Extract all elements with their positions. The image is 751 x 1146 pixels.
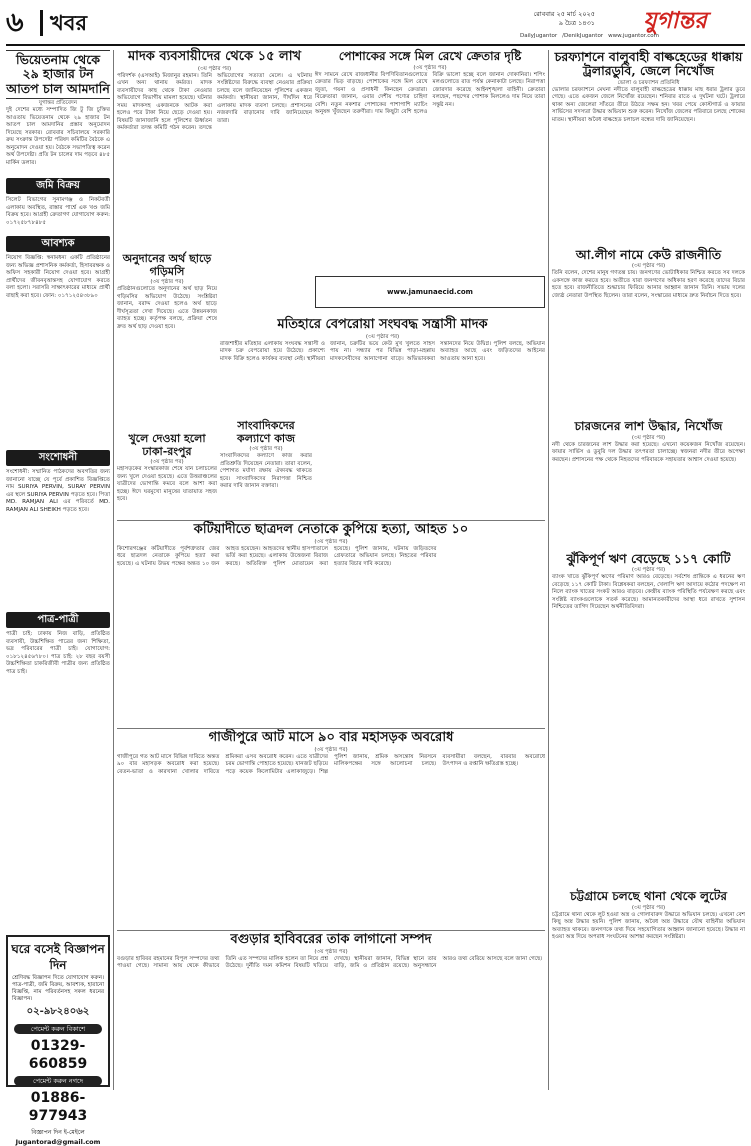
story-body: তিনি বলেন, দেশের মানুষ গণতন্ত্র চায়। জনগণের ভোটাধিকার নিশ্চিত করতে সব দলকে একসঙ্গে কাজ করতে হবে। অতীতে যারা জনগণের অধিকার হরণ করেছে তাদের বিচার হতে হবে। রাজনীতিতে শুদ্ধাচার ফিরিয়ে আনার আহ্বান জানান তিনি। সভায় দলের জ্যেষ্ঠ নেতারা উপস্থিত ছিলেন। তারা বলেন, সংস্কারের মাধ্যমে দ্রুত নির্বাচন দিতে হবে। — [552, 270, 745, 299]
story-motihar-drugs[interactable] — [220, 318, 545, 418]
left-column — [6, 50, 110, 1090]
story-body: কিশোরগঞ্জের কটিয়াদীতে পূর্বশত্রুতার জের ধরে ছাত্রদল নেতাকে কুপিয়ে হত্যা করা হয়েছে। এ ঘটনায় উভয় পক্ষের অন্তত ১০ জন আহত হয়েছেন। আহতদের স্থানীয় হাসপাতালে ভর্তি করা হয়েছে। এলাকায় উত্তেজনা বিরাজ করছে। অতিরিক্ত পুলিশ মোতায়েন করা হয়েছে। পুলিশ জানায়, ঘটনায় জড়িতদের গ্রেফতারে অভিযান চলছে। নিহতের পরিবার হত্যার বিচার দাবি করেছে। — [117, 545, 437, 567]
page-number: ৬ — [6, 7, 24, 38]
story-awami-league-politics[interactable] — [552, 248, 745, 418]
bkash-number[interactable]: 01329-660859 — [28, 1038, 88, 1072]
story-journalists-welfare[interactable] — [220, 420, 312, 518]
divider — [113, 50, 114, 1090]
ad-phone[interactable]: ০২-৯৮২৪০৬২ — [26, 1006, 90, 1017]
nagad-number[interactable]: 01886-977943 — [28, 1090, 88, 1124]
headline[interactable]: মাদক ব্যবসায়ীদের থেকে ১৫ লাখ — [127, 49, 302, 64]
headline[interactable]: অনুদানের অর্থ ছাড়ে গড়িমসি — [122, 252, 212, 278]
story-body: ভোলার চরফ্যাশনে মেঘনা নদীতে বালুবাহী বাল্কহেডের ধাক্কায় মাছ ধরার ট্রলার ডুবে গেছে। এতে একজন জেলে নিখোঁজ রয়েছেন। শনিবার রাতে এ দুর্ঘটনা ঘটে। ট্রলারে থাকা অন্য জেলেরা সাঁতরে তীরে উঠতে সক্ষম হন। খবর পেয়ে কোস্টগার্ড ও ফায়ার সার্ভিসের সদস্যরা উদ্ধার অভিযান শুরু করেন। নিখোঁজ জেলের পরিবারে চলছে শোকের মাতম। স্থানীয়রা অবৈধ বাল্কহেড চলাচল বন্ধের দাবি জানিয়েছেন। — [552, 86, 745, 123]
story-drug-traders[interactable] — [117, 50, 312, 250]
continued-note: (৩য় পৃষ্ঠার পর) — [197, 65, 232, 72]
continued-note: (৩য় পৃষ্ঠার পর) — [631, 263, 666, 270]
continued-note: (৩য় পৃষ্ঠার পর) — [631, 434, 666, 441]
story-body: ঈদ সামনে রেখে রাজধানীর বিপণিবিতানগুলোতে ক্রেতার ভিড় বাড়ছে। পোশাকের সঙ্গে মিল রেখে জুতা, গয়না ও প্রসাধনী কিনছেন ক্রেতারা। বিক্রেতারা জানান, এবার দেশীয় পণ্যের চাহিদা বেশি। নতুন নকশার পোশাকের পাশাপাশি ম্যাচিং অনুষঙ্গ খুঁজছেন তরুণীরা। দাম কিছুটা বেশি হলেও বিক্রি ভালো হচ্ছে বলে জানান দোকানিরা। শপিং মলগুলোতে রাত পর্যন্ত কেনাকাটা চলছে। নিরাপত্তা জোরদার করেছে আইনশৃঙ্খলা বাহিনী। ক্রেতারা বলছেন, পছন্দের পোশাক মিললেও দাম নিয়ে তারা সন্তুষ্ট নন। — [315, 71, 545, 116]
twitter-link[interactable]: /DenikJugantor — [562, 33, 604, 39]
date-line: রোববার ২৫ মার্চ ২০২৫ ৯ চৈত্র ১৪৩১ — [533, 10, 595, 27]
ad-email[interactable]: Jugantorad@gmail.com — [15, 1138, 101, 1146]
story-body: ব্যাংক খাতে ঝুঁকিপূর্ণ ঋণের পরিমাণ আরও বেড়েছে। সর্বশেষ প্রান্তিকে এ ধরনের ঋণ বেড়েছে ১১৭ কোটি টাকা। বিশ্লেষকরা বলছেন, খেলাপি ঋণ আদায়ে কঠোর পদক্ষেপ না নিলে ব্যাংক খাতের সংকট আরও বাড়বে। কেন্দ্রীয় ব্যাংক পরিস্থিতি পর্যবেক্ষণ করছে এবং সংশ্লিষ্ট ব্যাংকগুলোকে সতর্ক করেছে। আমানতকারীদের আস্থা ধরে রাখতে সুশাসন নিশ্চিতের তাগিদ দিয়েছেন অর্থনীতিবিদরা। — [552, 574, 745, 611]
story-body: সাংবাদিকদের কল্যাণে কাজ করার প্রতিশ্রুতি দিয়েছেন নেতারা। তারা বলেন, পেশাগত মর্যাদা রক্ষায় ঐক্যবদ্ধ থাকতে হবে। সাংবাদিকদের নিরাপত্তা নিশ্চিত করার দাবি জানান বক্তারা। — [220, 453, 312, 490]
newspaper-logo[interactable]: যুগান্তর — [643, 7, 707, 34]
header-rule — [6, 44, 745, 46]
classified-matrimony-body: পাত্রী চাই: ঢাকায় নিজ বাড়ি, প্রতিষ্ঠিত ব্যবসায়ী, উচ্চশিক্ষিত পাত্রের জন্য শিক্ষিতা, ভদ্র পরিবারের পাত্রী চাই। যোগাযোগ: ০১৮১২৪৫৬৭৮০। পাত্র চাই: ২৮ বছর বয়সী উচ্চশিক্ষিতা চাকরিজীবী পাত্রীর জন্য প্রতিষ্ঠিত পাত্র চাই। — [6, 631, 110, 675]
headline[interactable]: খুলে দেওয়া হলো ঢাকা-রংপুর — [128, 432, 206, 458]
story-clothing-buyers[interactable] — [315, 50, 545, 315]
story-body: নদী থেকে চারজনের লাশ উদ্ধার করা হয়েছে। এখনো কয়েকজন নিখোঁজ রয়েছেন। ফায়ার সার্ভিস ও ডুবুরি দল উদ্ধার তৎপরতা চালাচ্ছে। স্বজনরা নদীর তীরে অপেক্ষা করছেন। প্রশাসনের পক্ষ থেকে নিহতদের পরিবারকে সহায়তার আশ্বাস দেওয়া হয়েছে। — [552, 441, 745, 463]
story-body: দুই দেশের মধ্যে সম্পাদিত জি টু জি চুক্তির আওতায় ভিয়েতনাম থেকে ২৯ হাজার টন আতপ চাল আমদানির প্রস্তাব অনুমোদন দিয়েছে সরকার। রোববার সচিবালয়ে সরকারি ক্রয় সংক্রান্ত উপদেষ্টা পরিষদ কমিটির বৈঠকে এ অনুমোদন দেওয়া হয়। বৈঠকে সভাপতিত্ব করেন অর্থ উপদেষ্টা। প্রতি টন চালের দাম পড়বে ৪৮৫ মার্কিন ডলার। — [6, 107, 110, 166]
story-body: মহাসড়কের সংস্কারকাজ শেষে যান চলাচলের জন্য খুলে দেওয়া হয়েছে। এতে উত্তরাঞ্চলের যাত্রীদের ভোগান্তি কমবে বলে আশা করা হচ্ছে। ঈদে ঘরমুখো মানুষের যাতায়াত সহজ হবে। — [117, 466, 217, 503]
story-bogura-wealth[interactable] — [117, 930, 545, 1090]
byline: যুগান্তর প্রতিবেদন — [38, 100, 78, 107]
story-body: চট্টগ্রামে থানা থেকে লুট হওয়া অস্ত্র ও গোলাবারুদ উদ্ধারে অভিযান চলছে। এখনো বেশ কিছু অস্ত্র উদ্ধার হয়নি। পুলিশ জানায়, অবৈধ অস্ত্র উদ্ধারে যৌথ বাহিনীর অভিযান অব্যাহত থাকবে। জনগণকে তথ্য দিয়ে সহযোগিতার আহ্বান জানানো হয়েছে। উদ্ধার না হওয়া অস্ত্র দিয়ে অপরাধ সংঘটনের আশঙ্কা করছেন সংশ্লিষ্টরা। — [552, 911, 745, 941]
classified-correction-label: সংশোধনী — [6, 450, 110, 466]
story-grant-delay[interactable] — [117, 253, 217, 433]
classified-land-body: সিলেট বিভাগের সুনামগঞ্জ ও নিকটবর্তী এলাকায় অবস্থিত, রাস্তার পার্শ্বে এক খণ্ড জমি বিক্রয় হবে। আগ্রহী ক্রেতাগণ যোগাযোগ করুন: ০১৭২৫৮৭৮৪৮৫ — [6, 197, 110, 226]
story-body: প্রতিষ্ঠানগুলোতে অনুদানের অর্থ ছাড় নিয়ে গড়িমসির অভিযোগ উঠেছে। সংশ্লিষ্টরা জানান, বরাদ্দ দেওয়া হলেও অর্থ ছাড়ে দীর্ঘসূত্রতা দেখা দিয়েছে। এতে উন্নয়নকাজ ব্যাহত হচ্ছে। কর্তৃপক্ষ বলছে, প্রক্রিয়া শেষে দ্রুত অর্থ ছাড় দেওয়া হবে। — [117, 286, 217, 330]
classified-needed-body: নিয়োগ বিজ্ঞপ্তি: স্বনামধন্য একটি প্রতিষ্ঠানের জন্য অভিজ্ঞ প্রশাসনিক কর্মকর্তা, হিসাবরক্ষক ও অফিস সহকারী নিয়োগ দেওয়া হবে। আগ্রহী প্রার্থীদের জীবনবৃত্তান্তসহ যোগাযোগ করতে বলা হলো। সরাসরি সাক্ষাৎকারের মাধ্যমে প্রার্থী বাছাই করা হবে। ফোন: ০১৭১২৫৪৩৮৯০ — [6, 255, 110, 299]
headline[interactable]: কটিয়াদীতে ছাত্রদল নেতাকে কুপিয়ে হত্যা, আহত ১০ — [193, 522, 469, 537]
headline[interactable]: সাংবাদিকদের কল্যাণে কাজ — [237, 419, 295, 445]
headline[interactable]: পোশাকের সঙ্গে মিল রেখে ক্রেতার দৃষ্টি — [338, 49, 522, 63]
continued-note: (৩য় পৃষ্ঠার পর) — [249, 446, 283, 453]
continued-note: (৩য় পৃষ্ঠার পর) — [314, 948, 348, 955]
headline[interactable]: গাজীপুরে আট মাসে ৯০ বার মহাসড়ক অবরোধ — [208, 730, 454, 745]
headline[interactable]: চরফ্যাশনে বালুবাহী বাল্কহেডের ধাক্কায় ট্রলারডুবি, জেলে নিখোঁজ — [554, 49, 743, 79]
story-gazipur-blockade[interactable] — [117, 728, 545, 928]
continued-note: (৩য় পৃষ্ঠার পর) — [413, 64, 447, 71]
story-risky-loans[interactable] — [552, 552, 745, 887]
email-label: বিজ্ঞাপন দিন ই-মেইলে — [31, 1129, 85, 1136]
story-charfasson-trawler[interactable] — [552, 50, 745, 245]
headline[interactable]: মতিহারে বেপরোয়া সংঘবদ্ধ সন্ত্রাসী মাদক — [277, 317, 488, 332]
byline: ভোলা ও চরফ্যাশন প্রতিনিধি — [617, 79, 680, 86]
headline[interactable]: বগুড়ার হাবিবরের তাক লাগানো সম্পদ — [230, 932, 432, 947]
divider — [548, 50, 549, 1090]
classified-correction-body: সংশোধনী: সম্মানিত পাঠকদের অবগতির জন্য জানানো যাচ্ছে যে পূর্বে প্রকাশিত বিজ্ঞপ্তিতে নাম SURIYA PERVIN, SURAY PERVIN এর স্থলে SURIYA PERVIN পড়তে হবে। পিতা MD. RAMJAN ALI এর পরিবর্তে MD. RAMJAN ALI SHEIKH পড়তে হবে। — [6, 469, 111, 513]
story-katiadi-murder[interactable] — [117, 520, 545, 725]
headline[interactable]: আ.লীগ নামে কেউ রাজনীতি — [575, 247, 722, 262]
ad-banner[interactable]: www.jamunaecid.com — [315, 276, 545, 308]
continued-note: (৩য় পৃষ্ঠার পর) — [150, 279, 184, 286]
continued-note: (৩য় পৃষ্ঠার পর) — [314, 746, 348, 753]
social-links — [520, 32, 745, 41]
story-dhaka-rangpur[interactable] — [117, 433, 217, 518]
continued-note: (৩য় পৃষ্ঠার পর) — [631, 904, 666, 911]
headline[interactable]: চারজনের লাশ উদ্ধার, নিখোঁজ — [574, 419, 723, 433]
headline[interactable]: ঝুঁকিপূর্ণ ঋণ বেড়েছে ১১৭ কোটি — [566, 551, 731, 566]
classified-land-label: জমি বিক্রয় — [6, 178, 110, 194]
continued-note: (৩য় পৃষ্ঠার পর) — [631, 567, 666, 574]
ad-description: শ্রেণিবদ্ধ বিজ্ঞাপন দিতে যোগাযোগ করুন। পাত্র-পাত্রী, জমি বিক্রয়, আবশ্যক, হারানো বিজ্ঞপ্তি, নাম পরিবর্তনসহ সকল ধরনের বিজ্ঞাপন। — [12, 975, 104, 1002]
divider — [117, 520, 545, 521]
facebook-link[interactable]: DailyJugantor — [520, 33, 558, 39]
ad-title: ঘরে বসেই বিজ্ঞাপন দিন — [11, 942, 105, 972]
advertise-box[interactable] — [6, 935, 110, 1146]
continued-note: (৩য় পৃষ্ঠার পর) — [150, 459, 184, 466]
continued-note: (৩য় পৃষ্ঠার পর) — [314, 538, 348, 545]
story-body: গাজীপুরে গত আট মাসে বিভিন্ন দাবিতে অন্তত ৯০ বার মহাসড়ক অবরোধ করা হয়েছে। বেতন-ভাতা ও কারখানা খোলার দাবিতে শ্রমিকরা এসব অবরোধ করেন। এতে যাত্রীদের চরম ভোগান্তি পোহাতে হয়েছে। যানজট ছড়িয়ে পড়ে কয়েক কিলোমিটার এলাকাজুড়ে। শিল্প পুলিশ জানায়, শ্রমিক অসন্তোষ নিরসনে মালিকপক্ষের সঙ্গে আলোচনা চলছে। ব্যবসায়ীরা বলছেন, বারবার অবরোধে উৎপাদন ও রপ্তানি ক্ষতিগ্রস্ত হচ্ছে। — [117, 753, 545, 775]
section-title: খবর — [40, 10, 87, 36]
story-body: বগুড়ার হাবিবর রহমানের বিপুল সম্পদের তথ্য পাওয়া গেছে। সামান্য আয় থেকে কীভাবে তিনি এত সম্পদের মালিক হলেন তা নিয়ে প্রশ্ন উঠেছে। দুর্নীতি দমন কমিশন বিষয়টি খতিয়ে দেখছে। স্থানীয়রা জানান, বিভিন্ন স্থানে তার বাড়ি, জমি ও প্রতিষ্ঠান রয়েছে। অনুসন্ধানে আরও তথ্য বেরিয়ে আসছে বলে জানা গেছে। — [117, 955, 543, 970]
classified-matrimony-label: পাত্র-পাত্রী — [6, 612, 110, 628]
story-body: পরিদর্শক (এসআই) মিজানুর রহমান। তিনি এখন অন্য থানায় কর্মরত। মাদক ব্যবসায়ীদের কাছ থেকে টাকা নেওয়ার অভিযোগে বিভাগীয় মামলা হয়েছে। ঘটনার সময় মাদকসহ একজনকে আটক করা হলেও পরে টাকা নিয়ে ছেড়ে দেওয়া হয়। বিষয়টি জানাজানি হলে পুলিশের ঊর্ধ্বতন কর্মকর্তারা তদন্ত কমিটি গঠন করেন। তদন্তে অভিযোগের সত্যতা মেলে। এ ঘটনায় সংশ্লিষ্টদের বিরুদ্ধে ব্যবস্থা নেওয়ার প্রক্রিয়া চলছে বলে জানিয়েছেন পুলিশের একজন কর্মকর্তা। স্থানীয়রা জানান, দীর্ঘদিন ধরে এলাকায় মাদক ব্যবসা চলছে। প্রশাসনের নজরদারি বাড়ানোর দাবি জানিয়েছেন তারা। — [117, 72, 312, 132]
story-body: রাজশাহীর মতিহার এলাকায় সংঘবদ্ধ সন্ত্রাসী ও মাদক চক্র বেপরোয়া হয়ে উঠেছে। প্রকাশ্যে মাদক বিক্রি হলেও কার্যকর ব্যবস্থা নেই। স্থানীয়রা জানান, চক্রটির ভয়ে কেউ মুখ খুলতে সাহস পায় না। সন্ধ্যার পর বিভিন্ন পাড়া-মহল্লায় মাদকসেবীদের আনাগোনা বাড়ে। অভিভাবকরা সন্তানদের নিয়ে উদ্বিগ্ন। পুলিশ বলছে, অভিযান অব্যাহত আছে এবং জড়িতদের আইনের আওতায় আনা হবে। — [220, 340, 545, 362]
story-rice-import-headline[interactable]: ভিয়েতনাম থেকে ২৯ হাজার টন আতপ চাল আমদানি — [6, 50, 110, 99]
headline[interactable]: চট্টগ্রামে চলছে থানা থেকে লুটের — [570, 889, 727, 903]
classified-needed-label: আবশ্যক — [6, 236, 110, 252]
divider — [117, 930, 545, 931]
bkash-label: পেমেন্ট করুন বিকাশে — [14, 1024, 102, 1034]
website-link[interactable]: www.jugantor.com — [608, 33, 659, 39]
divider — [117, 728, 545, 729]
continued-note: (৩য় পৃষ্ঠার পর) — [365, 333, 400, 340]
story-four-bodies-recovered[interactable] — [552, 420, 745, 550]
story-chattogram-loot[interactable] — [552, 890, 745, 1090]
nagad-label: পেমেন্ট করুন নগদে — [14, 1076, 102, 1086]
